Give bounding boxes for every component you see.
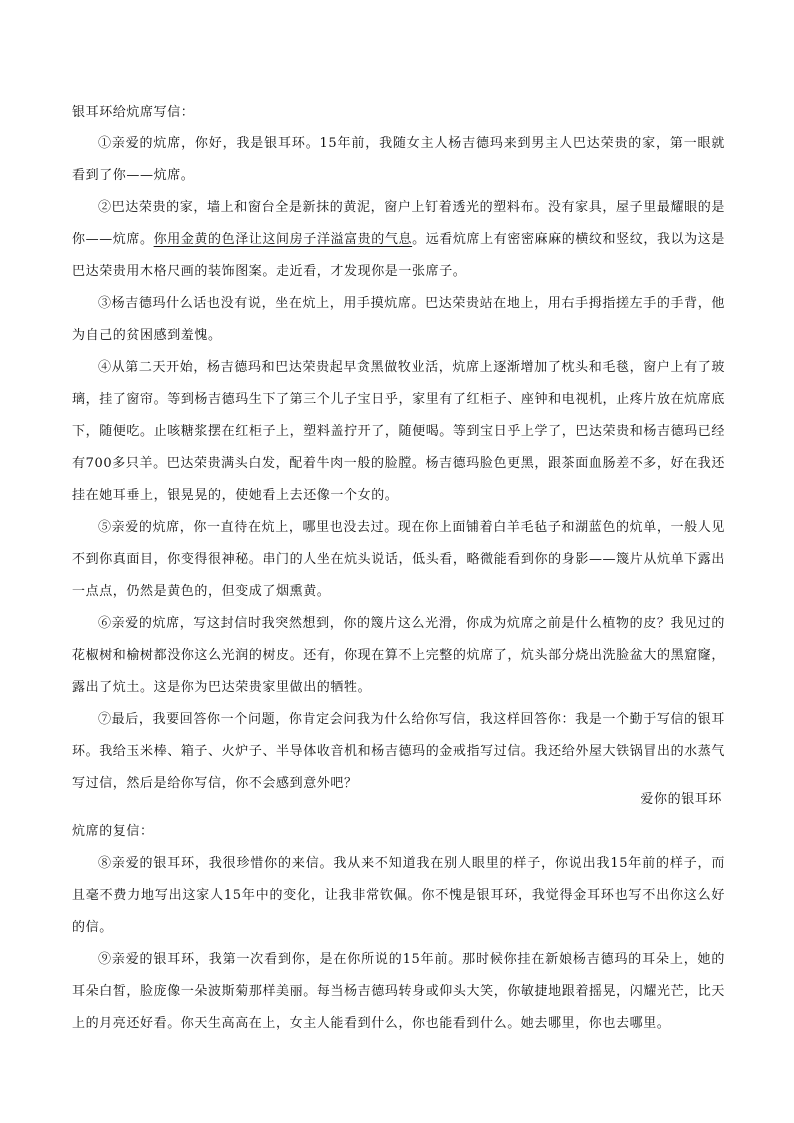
paragraph-7: ⑦最后，我要回答你一个问题，你肯定会问我为什么给你写信，我这样回答你：我是一个勤于写信的银耳环。我给玉米棒、箱子、火炉子、半导体收音机和杨吉德玛的金戒指写过信。我还给外屋大铁锅冒出的水蒸气写过信，然后是给你写信，你不会感到意外吧？ xyxy=(72,712,725,791)
signature: 爱你的银耳环 xyxy=(640,792,722,807)
letter-2-heading: 炕席的复信： xyxy=(72,824,154,839)
paragraph-9: ⑨亲爱的银耳环，我第一次看到你，是在你所说的15年前。那时候你挂在新娘杨吉德玛的耳朵上，她的耳朵白皙，脸庞像一朵波斯菊那样美丽。每当杨吉德玛转身或仰头大笑，你敏捷地跟着摇晃，闪耀光芒，比天上的月亮还好看。你天生高高在上，女主人能看到什么，你也能看到什么。她去哪里，你也去哪里。 xyxy=(72,952,725,1031)
paragraph-6: ⑥亲爱的炕席，写这封信时我突然想到，你的篾片这么光滑，你成为炕席之前是什么植物的皮？我见过的花椒树和榆树都没你这么光润的树皮。还有，你现在算不上完整的炕席了，炕头部分烧出洗脸盆大的黑窟窿，露出了炕土。这是你为巴达荣贵家里做出的牺牲。 xyxy=(72,616,725,695)
paragraph-5: ⑤亲爱的炕席，你一直待在炕上，哪里也没去过。现在你上面铺着白羊毛毡子和湖蓝色的炕单，一般人见不到你真面目，你变得很神秘。串门的人坐在炕头说话，低头看，略微能看到你的身影——篾片从炕单下露出一点点，仍然是黄色的，但变成了烟熏黄。 xyxy=(72,520,725,599)
paragraph-1: ①亲爱的炕席，你好，我是银耳环。15年前，我随女主人杨吉德玛来到男主人巴达荣贵的家，第一眼就看到了你——炕席。 xyxy=(72,136,725,183)
paragraph-2-text-a: ②巴达荣贵的家，墙上和窗台全是新抹的黄泥，窗户上钉着透光的塑料布。没有家具，屋子里最耀眼的是你——炕席。 xyxy=(72,200,725,247)
paragraph-4: ④从第二天开始，杨吉德玛和巴达荣贵起早贪黑做牧业活，炕席上逐渐增加了枕头和毛毯，窗户上有了玻璃，挂了窗帘。等到杨吉德玛生下了第三个儿子宝日乎，家里有了红柜子、座钟和电视机，止疼片放在炕席底下，随便吃。止咳糖浆摆在红柜子上，塑料盖拧开了，随便喝。等到宝日乎上学了，巴达荣贵和杨吉德玛已经有700多只羊。巴达荣贵满头白发，配着牛肉一般的脸膛。杨吉德玛脸色更黑，跟茶面血肠差不多，好在我还挂在她耳垂上，银晃晃的，使她看上去还像一个女的。 xyxy=(72,360,725,503)
paragraph-2-text-b: 。远看炕席上有密密麻麻的横纹和竖纹，我以为这是巴达荣贵用木格尺画的装饰图案。走近看，才发现你是一张席子。 xyxy=(72,232,725,279)
paragraph-8: ⑧亲爱的银耳环，我很珍惜你的来信。我从来不知道我在别人眼里的样子，你说出我15年前的样子，而且毫不费力地写出这家人15年中的变化，让我非常钦佩。你不愧是银耳环，我觉得金耳环也写不出你这么好的信。 xyxy=(72,856,725,935)
paragraph-2-underlined-sentence: 你用金黄的色泽让这间房子洋溢富贵的气息 xyxy=(153,232,413,247)
paragraph-3: ③杨吉德玛什么话也没有说，坐在炕上，用手摸炕席。巴达荣贵站在地上，用右手拇指搓左手的手背，他为自己的贫困感到羞愧。 xyxy=(72,296,725,343)
letter-1-heading: 银耳环给炕席写信： xyxy=(72,105,195,120)
paragraph-2 xyxy=(72,192,725,288)
